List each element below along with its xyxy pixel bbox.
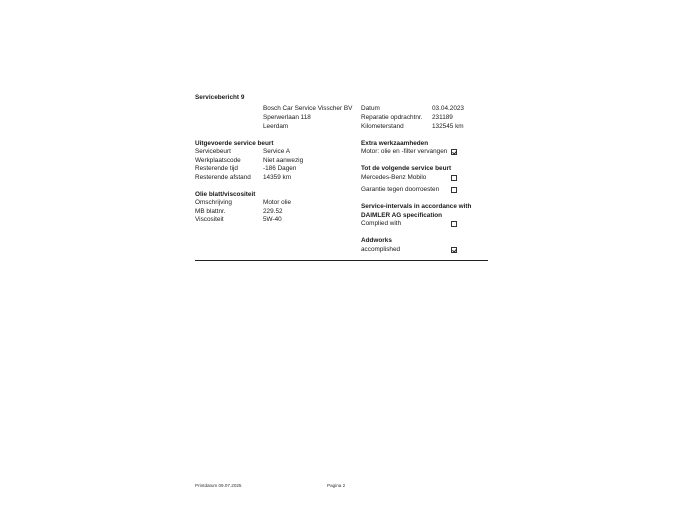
complied-with-checkbox[interactable] bbox=[451, 221, 457, 227]
service-intervals-spec: DAIMLER AG specification bbox=[361, 212, 443, 219]
mileage-label: Kilometerstand bbox=[361, 123, 404, 130]
oil-description-value: Motor olie bbox=[263, 199, 292, 206]
service-heading: Uitgevoerde service beurt bbox=[195, 140, 274, 147]
oil-filter-replaced-label: Motor: olie en -filter vervangen bbox=[361, 148, 448, 155]
workshop-code-value: Niet aanwezig bbox=[263, 157, 304, 164]
viscosity-value: 5W-40 bbox=[263, 216, 282, 223]
remaining-distance-value: 14359 km bbox=[263, 174, 292, 181]
section-divider bbox=[195, 260, 488, 261]
accomplished-checkbox[interactable] bbox=[451, 247, 457, 253]
service-intervals-heading: Service-intervals in accordance with bbox=[361, 203, 472, 210]
page-number: Pagina 2 bbox=[327, 483, 346, 488]
mb-sheet-number-label: MB blattnr. bbox=[195, 208, 226, 215]
oil-filter-replaced-checkbox[interactable] bbox=[451, 149, 457, 155]
remaining-time-value: -186 Dagen bbox=[263, 165, 297, 172]
order-number-value: 231189 bbox=[432, 114, 453, 121]
mobilo-checkbox[interactable] bbox=[451, 175, 457, 181]
mb-sheet-number-value: 229.52 bbox=[263, 208, 283, 215]
complied-with-label: Complied with bbox=[361, 220, 402, 227]
rust-warranty-label: Garantie tegen doorroesten bbox=[361, 186, 440, 193]
dealer-name: Bosch Car Service Visscher BV bbox=[263, 105, 353, 112]
rust-warranty-checkbox[interactable] bbox=[451, 187, 457, 193]
extra-work-heading: Extra werkzaamheden bbox=[361, 140, 429, 147]
workshop-code-label: Werkplaatscode bbox=[195, 157, 241, 164]
viscosity-label: Viscositeit bbox=[195, 216, 224, 223]
mobilo-label: Mercedes-Benz Mobilo bbox=[361, 174, 427, 181]
service-type-value: Service A bbox=[263, 148, 290, 155]
mileage-value: 132545 km bbox=[432, 123, 464, 130]
addworks-heading: Addworks bbox=[361, 237, 392, 244]
dealer-street: Sperwerlaan 118 bbox=[263, 114, 311, 121]
order-number-label: Reparatie opdrachtnr. bbox=[361, 114, 423, 121]
service-type-label: Servicebeurt bbox=[195, 148, 231, 155]
oil-description-label: Omschrijving bbox=[195, 199, 232, 206]
next-service-heading: Tot de volgende service beurt bbox=[361, 165, 452, 172]
remaining-distance-label: Resterende afstand bbox=[195, 174, 251, 181]
oil-heading: Olie blatt/viscositeit bbox=[195, 191, 256, 198]
dealer-city: Leerdam bbox=[263, 123, 289, 130]
report-title: Servicebericht 9 bbox=[195, 94, 245, 101]
accomplished-label: accomplished bbox=[361, 246, 401, 253]
print-date: Printdatum 09.07.2025 bbox=[195, 483, 242, 488]
date-label: Datum bbox=[361, 105, 380, 112]
date-value: 03.04.2023 bbox=[432, 105, 464, 112]
remaining-time-label: Resterende tijd bbox=[195, 165, 238, 172]
